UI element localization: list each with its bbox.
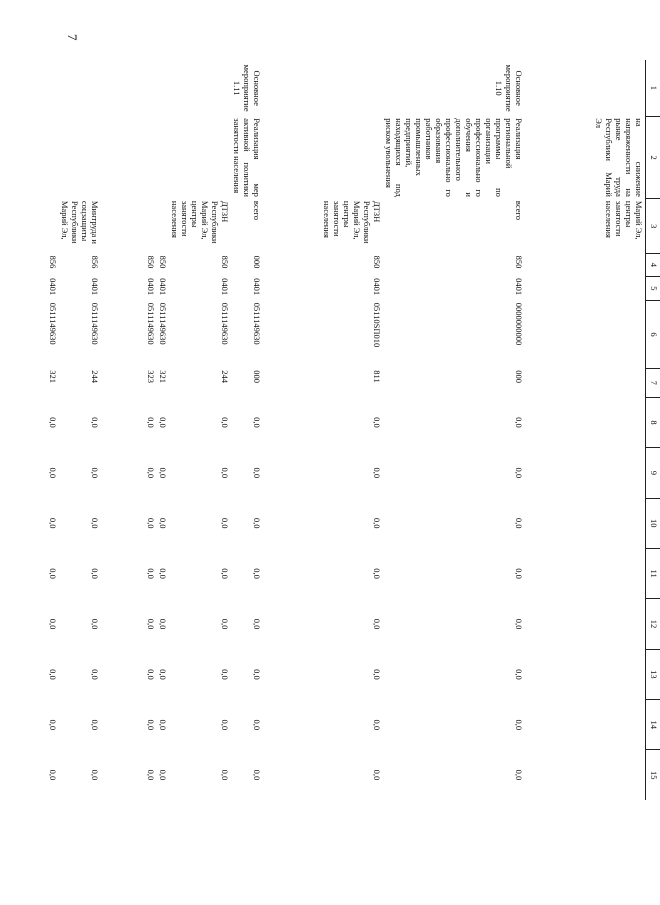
cell-value: 0,0: [146, 769, 157, 781]
cell-value: 0,0: [146, 568, 157, 579]
cell-c4: 850: [146, 255, 157, 269]
cell-value: 0,0: [48, 618, 59, 630]
cell-c6: 05110SП010: [372, 302, 383, 348]
column-header-6: 6: [646, 301, 660, 369]
column-header-7: 7: [646, 368, 660, 397]
cell-value: 0,0: [146, 719, 157, 731]
column-header-14: 14: [646, 700, 660, 750]
cell-value: 0,0: [48, 719, 59, 731]
cell-c2: Реализация региональной программы по организации профессионально го обучения и дополнительного профессионально го образования работников промышленных предприятий, находящихся под риском увольнения: [384, 118, 525, 197]
column-header-3: 3: [646, 199, 660, 254]
cell-value: 0,0: [158, 769, 169, 781]
cell-c4: 856: [48, 255, 59, 269]
cell-c6: 0000000000: [514, 302, 525, 346]
cell-value: 0,0: [372, 517, 383, 529]
cell-c3: [158, 199, 170, 254]
cell-value: 0,0: [90, 467, 101, 479]
cell-c2: [48, 116, 60, 199]
cell-c1: [158, 60, 170, 116]
cell-value: 0,0: [372, 568, 383, 579]
column-header-10: 10: [646, 498, 660, 548]
cell-c1: [60, 60, 102, 116]
cell-value: 0,0: [90, 618, 101, 630]
cell-c7: 244: [90, 370, 101, 384]
cell-c1: [102, 60, 158, 116]
cell-c1: Основное мероприятие 1.10: [494, 64, 525, 112]
rotated-table-container: [48, 60, 660, 800]
column-header-9: 9: [646, 448, 660, 498]
cell-value: 0,0: [146, 517, 157, 529]
cell-c2: [170, 116, 232, 199]
column-header-12: 12: [646, 599, 660, 649]
cell-c2: [60, 116, 102, 199]
cell-value: 0,0: [514, 568, 525, 579]
header-row: [646, 60, 660, 800]
cell-c6: 0511149630: [158, 302, 169, 345]
cell-c2: [264, 116, 384, 199]
cell-value: [526, 448, 646, 498]
cell-c5: 0401: [220, 278, 231, 296]
cell-c3: ДТЗН Республики Марий Эл, центры занятости населения: [170, 200, 231, 244]
cell-value: [526, 498, 646, 548]
cell-value: 0,0: [514, 467, 525, 479]
cell-value: 0,0: [90, 417, 101, 428]
cell-c1: [526, 60, 646, 116]
budget-table: [48, 60, 660, 800]
column-header-1: 1: [646, 60, 660, 116]
cell-c1: Основное мероприятие 1.11: [232, 64, 263, 112]
cell-c7: 323: [146, 370, 157, 384]
cell-value: 0,0: [514, 669, 525, 680]
cell-c1: [170, 60, 232, 116]
cell-c4: 850: [372, 255, 383, 269]
cell-c7: 000: [514, 370, 525, 384]
cell-value: 0,0: [252, 618, 263, 630]
cell-value: 0,0: [252, 769, 263, 781]
table-row: [384, 60, 526, 800]
cell-value: 0,0: [158, 719, 169, 731]
cell-value: 0,0: [220, 517, 231, 529]
cell-c3: всего: [252, 200, 263, 221]
cell-value: 0,0: [252, 517, 263, 529]
column-header-2: 2: [646, 116, 660, 199]
cell-c2: [102, 116, 158, 199]
cell-value: 0,0: [372, 467, 383, 479]
cell-value: 0,0: [90, 769, 101, 781]
cell-value: 0,0: [48, 467, 59, 479]
cell-value: 0,0: [90, 568, 101, 579]
cell-value: 0,0: [146, 467, 157, 479]
cell-c6: 0511149630: [252, 302, 263, 345]
cell-value: [526, 548, 646, 598]
cell-c2: на снижение напряженности на рынке труда Республики Марий Эл: [594, 118, 644, 197]
column-header-8: 8: [646, 397, 660, 447]
cell-value: [526, 397, 646, 447]
cell-c5: 0401: [146, 278, 157, 296]
table-row: [526, 60, 646, 800]
cell-value: 0,0: [372, 618, 383, 630]
cell-value: 0,0: [514, 417, 525, 428]
cell-value: 0,0: [514, 517, 525, 529]
cell-c2: [158, 116, 170, 199]
cell-c7: [526, 368, 646, 397]
cell-value: 0,0: [220, 568, 231, 579]
column-header-5: 5: [646, 276, 660, 301]
cell-value: 0,0: [158, 618, 169, 630]
cell-value: [526, 599, 646, 649]
cell-c2: Реализация мер активной политики занятости населения: [232, 118, 263, 197]
cell-c6: 0511149630: [90, 302, 101, 345]
column-header-15: 15: [646, 750, 660, 800]
cell-c5: 0401: [48, 278, 59, 296]
cell-c7: 811: [372, 370, 383, 383]
cell-value: 0,0: [90, 517, 101, 529]
cell-value: 0,0: [220, 669, 231, 680]
cell-c4: 850: [514, 255, 525, 269]
cell-c6: [526, 301, 646, 369]
cell-value: 0,0: [252, 568, 263, 579]
cell-value: 0,0: [158, 467, 169, 479]
column-header-13: 13: [646, 649, 660, 699]
cell-value: [526, 750, 646, 800]
cell-value: 0,0: [146, 417, 157, 428]
cell-value: 0,0: [252, 669, 263, 680]
cell-value: 0,0: [90, 669, 101, 680]
cell-c5: [526, 276, 646, 301]
cell-c3: всего: [514, 200, 525, 221]
cell-value: 0,0: [158, 568, 169, 579]
cell-value: 0,0: [158, 417, 169, 428]
cell-c5: 0401: [90, 278, 101, 296]
cell-c7: 244: [220, 370, 231, 384]
cell-c7: 321: [158, 370, 169, 384]
cell-value: 0,0: [90, 719, 101, 731]
cell-value: 0,0: [48, 669, 59, 680]
column-header-4: 4: [646, 254, 660, 277]
cell-c3: Марий Эл, центры занятости населения: [604, 200, 644, 240]
cell-c5: 0401: [252, 278, 263, 296]
table-row: [158, 60, 170, 800]
cell-value: 0,0: [252, 417, 263, 428]
table-body: [48, 60, 646, 800]
cell-value: 0,0: [48, 517, 59, 529]
cell-c4: 850: [158, 255, 169, 269]
cell-value: 0,0: [220, 719, 231, 731]
table-row: [60, 60, 102, 800]
table-row: [48, 60, 60, 800]
cell-value: 0,0: [514, 769, 525, 781]
cell-c6: 0511149630: [220, 302, 231, 345]
cell-value: 0,0: [372, 719, 383, 731]
cell-value: 0,0: [372, 669, 383, 680]
cell-c4: [526, 254, 646, 277]
cell-c6: 0511149630: [146, 302, 157, 345]
table-row: [232, 60, 264, 800]
cell-value: 0,0: [158, 669, 169, 680]
cell-value: 0,0: [146, 669, 157, 680]
cell-value: 0,0: [514, 618, 525, 630]
cell-c6: 0511149630: [48, 302, 59, 345]
cell-c3: [48, 199, 60, 254]
cell-c3: Минтруда и соцзащиты Республики Марий Эл,: [60, 200, 101, 244]
page-number: 7: [65, 34, 80, 41]
cell-c1: [48, 60, 60, 116]
cell-value: 0,0: [48, 769, 59, 781]
cell-value: 0,0: [220, 769, 231, 781]
column-header-11: 11: [646, 548, 660, 598]
table-row: [264, 60, 384, 800]
cell-c7: 321: [48, 370, 59, 384]
cell-value: 0,0: [220, 618, 231, 630]
table-row: [102, 60, 158, 800]
cell-value: 0,0: [220, 467, 231, 479]
cell-value: 0,0: [48, 568, 59, 579]
cell-c4: 856: [90, 255, 101, 269]
table-row: [170, 60, 232, 800]
cell-value: [526, 649, 646, 699]
cell-value: 0,0: [48, 417, 59, 428]
cell-c4: 850: [220, 255, 231, 269]
cell-c3: [102, 199, 158, 254]
cell-c5: 0401: [514, 278, 525, 296]
cell-value: 0,0: [252, 719, 263, 731]
cell-value: 0,0: [146, 618, 157, 630]
cell-value: 0,0: [158, 517, 169, 529]
cell-value: [526, 700, 646, 750]
cell-c3: ДТЗН Республики Марий Эл, центры занятости населения: [322, 200, 383, 244]
cell-c1: [264, 60, 384, 116]
cell-c4: 000: [252, 255, 263, 269]
cell-value: 0,0: [220, 417, 231, 428]
cell-value: 0,0: [372, 769, 383, 781]
cell-value: 0,0: [252, 467, 263, 479]
cell-c7: 000: [252, 370, 263, 384]
cell-value: 0,0: [514, 719, 525, 731]
cell-value: 0,0: [372, 417, 383, 428]
cell-c5: 0401: [158, 278, 169, 296]
cell-c5: 0401: [372, 278, 383, 296]
